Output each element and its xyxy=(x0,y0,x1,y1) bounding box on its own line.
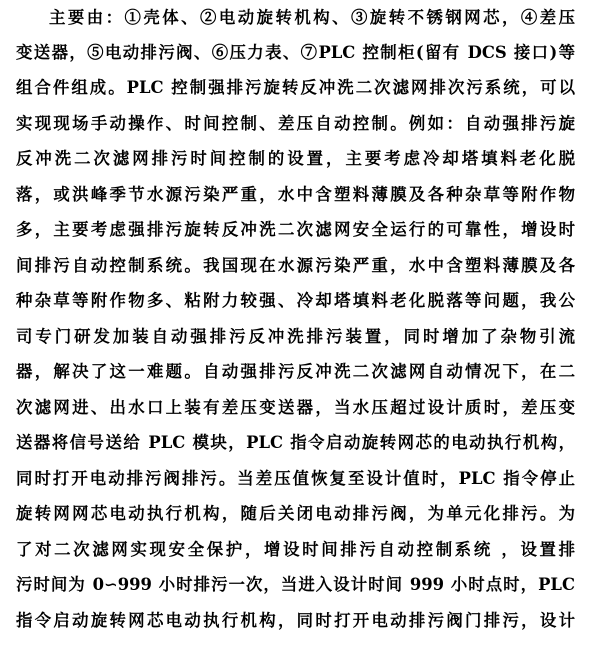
text-line: 了对二次滤网实现安全保护，增设时间排污自动控制系统 ，设置排 xyxy=(16,540,575,559)
text-line: 落，或洪峰季节水源污染严重，水中含塑料薄膜及各种杂草等附作物 xyxy=(16,185,575,204)
text-line: 指令启动旋转网芯电动执行机构，同时打开电动排污阀门排污，设计 xyxy=(16,611,575,630)
text-line: 旋转网网芯电动执行机构，随后关闭电动排污阀，为单元化排污。为 xyxy=(16,504,575,523)
text-line: 送器将信号送给 PLC 模块，PLC 指令启动旋转网芯的电动执行机构， xyxy=(16,433,575,452)
text-line: 器，解决了这一难题。自动强排污反冲洗二次滤网自动情况下，在二 xyxy=(16,362,575,381)
text-line: 次滤网进、出水口上装有差压变送器，当水压超过设计质时，差压变 xyxy=(16,398,575,417)
text-line: 污时间为 0∽999 小时排污一次，当进入设计时间 999 小时点时，PLC xyxy=(16,575,575,594)
text-line: 种杂草等附作物多、粘附力较强、冷却塔填料老化脱落等问题，我公 xyxy=(16,291,575,310)
text-line: 司专门研发加装自动强排污反冲洗排污装置，同时增加了杂物引流 xyxy=(16,327,575,346)
text-line: 间排污自动控制系统。我国现在水源污染严重，水中含塑料薄膜及各 xyxy=(16,256,575,275)
text-line: 变送器，⑤电动排污阀、⑥压力表、⑦PLC 控制柜(留有 DCS 接口)等 xyxy=(16,43,575,62)
text-line: 同时打开电动排污阀排污。当差压值恢复至设计值时，PLC 指令停止 xyxy=(16,469,575,488)
text-line: 组合件组成。PLC 控制强排污旋转反冲洗二次滤网排次污系统，可以 xyxy=(16,78,575,97)
text-line: 多，主要考虑强排污旋转反冲洗二次滤网安全运行的可靠性，增设时 xyxy=(16,220,575,239)
text-line: 实现现场手动操作、时间控制、差压自动控制。例如：自动强排污旋 xyxy=(16,114,575,133)
text-line: 反冲洗二次滤网排污时间控制的设置，主要考虑冷却塔填料老化脱 xyxy=(16,149,575,168)
text-line: 主要由：①壳体、②电动旋转机构、③旋转不锈钢网芯，④差压 xyxy=(49,8,575,27)
